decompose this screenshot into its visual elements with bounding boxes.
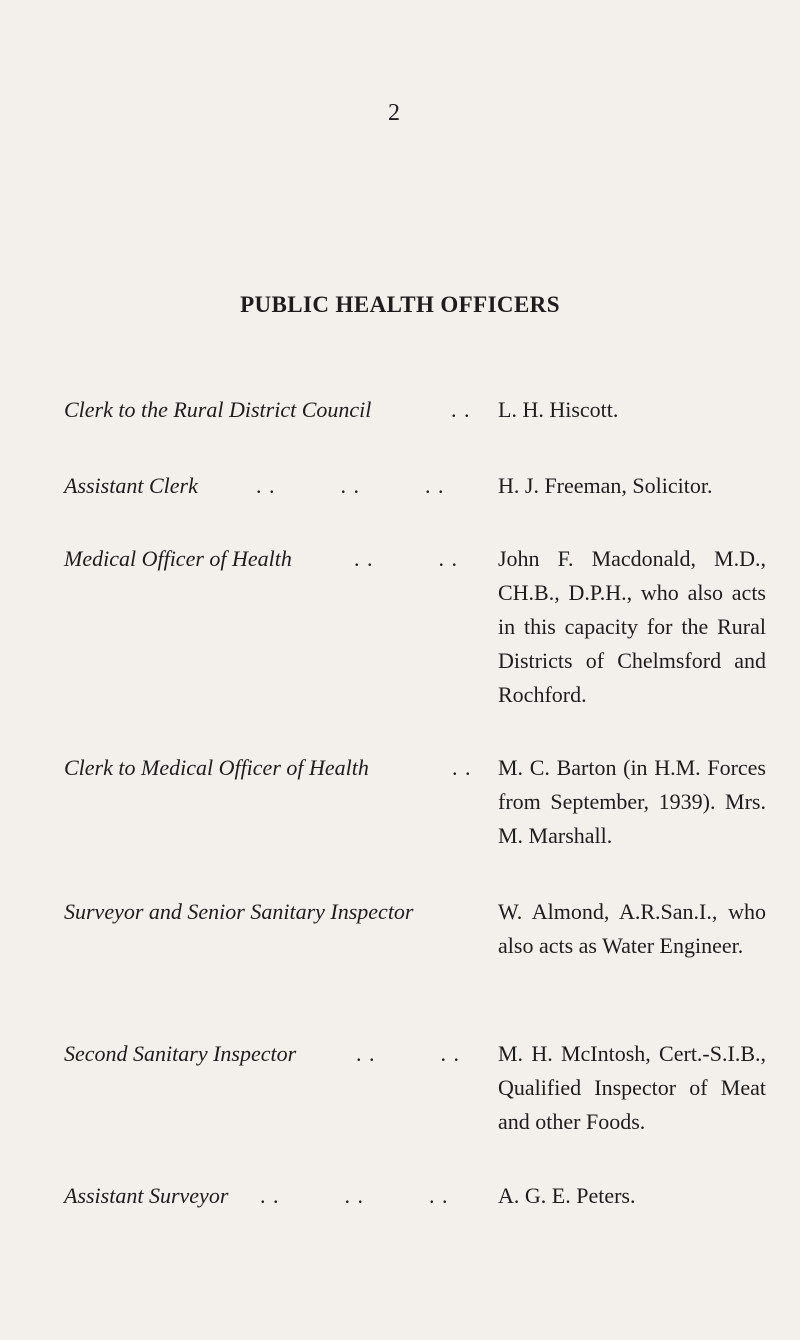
officer-role: Medical Officer of Health [64,546,292,571]
officer-name: M. C. Barton (in H.M. Forces from September, 1939). Mrs. M. Marshall. [498,755,766,848]
dot-leaders: . . . . [356,1041,460,1066]
page-title: PUBLIC HEALTH OFFICERS [240,292,560,317]
officer-role: Assistant Surveyor [64,1183,229,1208]
dot-leaders: . . . . . . [256,473,445,498]
officer-name: John F. Macdonald, M.D., CH.B., D.P.H., who also acts in this capacity for the Rural Districts of Chelmsford and Rochford. [498,546,766,707]
officer-name: M. H. McIntosh, Cert.-S.I.B., Qualified Inspector of Meat and other Foods. [498,1041,766,1134]
dot-leaders: . . . . [354,546,458,571]
page-number: 2 [388,100,400,126]
officer-role: Clerk to Medical Officer of Health [64,755,369,780]
officer-role: Clerk to the Rural District Council [64,397,372,422]
officer-name: H. J. Freeman, Solicitor. [498,473,713,498]
officer-name: W. Almond, A.R.San.I., who also acts as Water Engineer. [498,899,766,958]
dot-leaders: . . [452,755,472,780]
officer-role: Second Sanitary Inspector [64,1041,297,1066]
dot-leaders: . . . . . . [260,1183,449,1208]
officer-name: A. G. E. Peters. [498,1183,636,1208]
officer-name: L. H. Hiscott. [498,397,619,422]
dot-leaders: . . [451,397,471,422]
officer-role: Assistant Clerk [64,473,198,498]
officer-role: Surveyor and Senior Sanitary Inspector [64,899,414,924]
